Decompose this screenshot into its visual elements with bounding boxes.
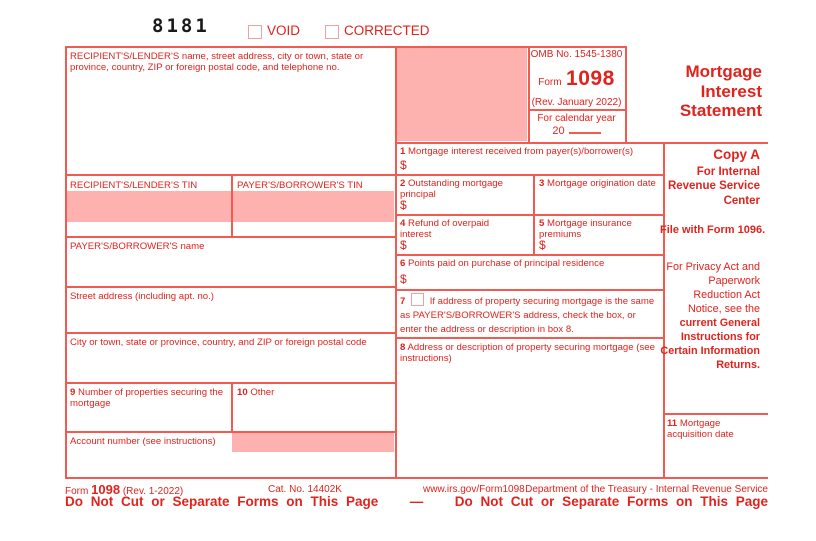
box2-number: 2 — [400, 178, 406, 189]
privacy-notice — [660, 260, 760, 372]
privacy-notice-regular: For Privacy Act and Paperwork Reduction Act Notice, see the — [666, 261, 760, 316]
box4-label — [400, 218, 520, 241]
grid-line — [395, 142, 768, 144]
corrected-checkbox[interactable] — [325, 25, 339, 39]
box6-text: Points paid on purchase of principal residence — [408, 258, 605, 269]
recipient-info-label: RECIPIENT'S/LENDER'S name, street address, city or town, state or province, country, ZIP or foreign postal code, and telephone no. — [70, 51, 364, 74]
irs-url: www.irs.gov/Form1098 — [423, 484, 525, 495]
grid-line — [65, 174, 663, 176]
grid-line — [65, 46, 627, 48]
box7-label — [400, 293, 658, 337]
city-label: City or town, state or province, country, and ZIP or foreign postal code — [70, 337, 367, 348]
box3-label — [539, 178, 659, 189]
box9-label — [70, 387, 225, 410]
grid-line — [395, 337, 663, 339]
file-with-label: File with Form 1096. — [660, 224, 766, 236]
grid-line — [65, 286, 397, 288]
grid-line — [395, 214, 663, 216]
box9-number: 9 — [70, 387, 76, 398]
box2-text: Outstanding mortgage principal — [400, 178, 503, 201]
void-label: VOID — [267, 23, 301, 38]
form-number: 1098 — [566, 67, 615, 90]
box1-label — [400, 146, 660, 157]
form-revision: (Rev. January 2022) — [531, 97, 622, 108]
calendar-year-blank — [569, 132, 601, 134]
grid-line — [528, 109, 625, 111]
box6-number: 6 — [400, 258, 406, 269]
box8-number: 8 — [400, 342, 406, 353]
box9-text: Number of properties securing the mortgage — [70, 387, 224, 410]
treasury-label: Department of the Treasury - Internal Revenue Service — [525, 484, 768, 495]
box10-label — [237, 387, 387, 398]
footer-revision: (Rev. 1-2022) — [122, 486, 184, 497]
box1-number: 1 — [400, 146, 406, 157]
box11-text: Mortgage acquisition date — [667, 418, 734, 441]
box7-text: If address of property securing mortgage is the same as PAYER'S/BORROWER'S address, check the box, or enter the address or description in box 8. — [400, 296, 655, 335]
scannable-shaded-area — [397, 48, 527, 141]
box7-checkbox[interactable] — [411, 293, 424, 306]
box5-number: 5 — [539, 218, 545, 229]
box1-dollar: $ — [400, 158, 407, 172]
print-code: 8181 — [152, 15, 210, 37]
footer-form-word: Form — [65, 486, 89, 497]
box3-text: Mortgage origination date — [547, 178, 656, 189]
box4-number: 4 — [400, 218, 406, 229]
do-not-cut-dash: — — [409, 494, 424, 509]
grid-line — [231, 382, 233, 433]
account-number-label: Account number (see instructions) — [70, 436, 216, 447]
form-word: Form — [538, 77, 562, 88]
omb-number: OMB No. 1545-1380 — [530, 49, 623, 60]
corrected-label: CORRECTED — [344, 23, 430, 38]
footer-form-number: 1098 — [91, 482, 121, 497]
void-checkbox[interactable] — [248, 25, 262, 39]
calendar-year-entry[interactable] — [530, 125, 623, 137]
grid-line — [65, 46, 67, 479]
box4-text: Refund of overpaid interest — [400, 218, 490, 241]
box2-dollar: $ — [400, 198, 407, 212]
box10-text: Other — [250, 387, 275, 398]
for-irs-label: For Internal Revenue Service Center — [667, 166, 760, 207]
box1-text: Mortgage interest received from payer(s)/borrower(s) — [408, 146, 634, 157]
grid-line — [663, 413, 768, 415]
box5-text: Mortgage insurance premiums — [539, 218, 632, 241]
catalog-number: Cat. No. 14402K — [268, 484, 342, 495]
copy-a-label: Copy A — [713, 147, 760, 162]
box10-number: 10 — [237, 387, 248, 398]
recipient-tin-label: RECIPIENT'S/LENDER'S TIN — [70, 180, 198, 191]
grid-line — [625, 46, 627, 144]
grid-line — [533, 174, 535, 256]
box7-number: 7 — [400, 296, 406, 307]
box11-label — [667, 418, 757, 441]
privacy-notice-bold: current General Instructions for Certain Information Returns. — [660, 317, 760, 372]
box6-label — [400, 258, 660, 269]
calendar-year-prefix: 20 — [552, 125, 565, 137]
grid-line — [395, 289, 663, 291]
payer-tin-label: PAYER'S/BORROWER'S TIN — [237, 180, 363, 191]
box8-text: Address or description of property securing mortgage (see instructions) — [400, 342, 655, 365]
box5-label — [539, 218, 654, 241]
street-address-label: Street address (including apt. no.) — [70, 291, 214, 302]
grid-line — [65, 332, 397, 334]
form-title: Mortgage Interest Statement — [679, 62, 762, 121]
box6-dollar: $ — [400, 272, 407, 286]
box4-dollar: $ — [400, 238, 407, 252]
omb-block — [530, 49, 623, 108]
box3-number: 3 — [539, 178, 545, 189]
payer-name-label: PAYER'S/BORROWER'S name — [70, 241, 205, 252]
grid-line — [395, 254, 663, 256]
do-not-cut-right: Do Not Cut or Separate Forms on This Page — [454, 494, 768, 509]
account-number-field[interactable] — [232, 433, 394, 452]
box8-label — [400, 342, 655, 365]
do-not-cut-left: Do Not Cut or Separate Forms on This Page — [65, 494, 379, 509]
grid-line — [231, 174, 233, 238]
calendar-year-label: For calendar year — [537, 113, 616, 124]
do-not-cut-line — [65, 494, 768, 509]
grid-line — [395, 46, 397, 479]
box11-number: 11 — [667, 418, 678, 429]
box5-dollar: $ — [539, 238, 546, 252]
box2-label — [400, 178, 525, 201]
